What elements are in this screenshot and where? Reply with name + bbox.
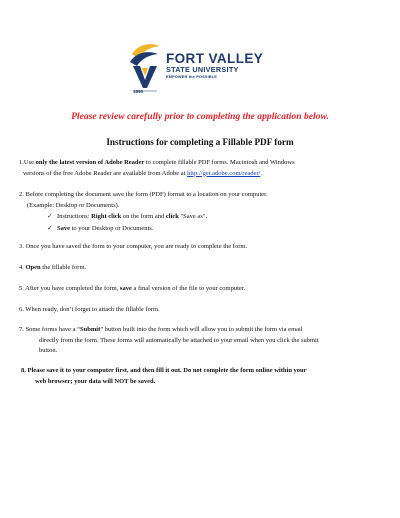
item-text: the fillable form. [40, 264, 87, 271]
review-warning: Please review carefully prior to completing the application below. [71, 111, 329, 122]
item-bold: Please save it to your computer first, and then fill it out. Do not complete the form online within your [27, 367, 307, 374]
instruction-item-7 [19, 325, 374, 357]
item-number: 6. [19, 306, 24, 313]
item-text: button. [39, 347, 58, 354]
item-text: . [260, 169, 262, 177]
item-bold: Save [57, 224, 70, 232]
item-number: 3. [19, 243, 24, 250]
item-text: (Example: Desktop or Documents). [27, 201, 120, 209]
item-number: 1. [19, 159, 24, 166]
item-text: After you have completed the form, [25, 285, 120, 292]
sub-instruction-2 [19, 223, 374, 235]
sub-instruction-1 [19, 211, 374, 223]
item-number: 4. [19, 264, 24, 271]
instruction-item-6 [19, 305, 374, 316]
instruction-item-4 [19, 263, 374, 274]
item-number: 7. [19, 326, 24, 333]
instruction-item-8 [21, 366, 376, 387]
instruction-item-5 [19, 284, 374, 295]
adobe-reader-link[interactable]: http://get.adobe.com/reader/ [187, 169, 261, 177]
instruction-item-2 [19, 190, 374, 234]
item-text: to complete fillable PDF forms. Macintosh and Windows [144, 159, 295, 166]
item-text: to your Desktop or Documents. [70, 224, 154, 232]
checkmark-icon: ✓ [47, 212, 53, 220]
item-bold: Submit [80, 326, 101, 333]
item-bold: Right click [91, 213, 122, 220]
item-text: When ready, don’t forget to attach the fillable form. [25, 306, 160, 313]
page-title: Instructions for completing a Fillable PDF form [106, 137, 294, 147]
item-bold: only the latest version of Adobe Reader [35, 159, 145, 166]
item-text: a final version of the file to your computer. [131, 285, 246, 292]
university-logo [128, 40, 278, 96]
item-bold: Open [25, 264, 41, 271]
item-text: versions of the free Adobe Reader are available from Adobe at [23, 169, 188, 177]
item-text: directly from the form. These forms will automatically be attached to your email when you click the submit [39, 336, 319, 344]
checkmark-icon: ✓ [47, 223, 53, 232]
item-number: 5. [19, 285, 24, 292]
logo-wordmark [166, 52, 263, 80]
logo-tagline: EMPOWER the POSSIBLE [166, 75, 218, 79]
item-bold: web browser; your data will NOT be saved. [35, 377, 156, 385]
item-bold: click [165, 213, 179, 220]
instruction-item-3 [19, 242, 374, 253]
item-text: Some forms have a “ [25, 326, 81, 333]
instruction-item-1 [19, 158, 374, 179]
item-number: 8. [21, 367, 26, 374]
logo-name-line1: FORT VALLEY [166, 51, 264, 66]
item-number: 2. [19, 191, 24, 198]
item-text: Instructions: [57, 213, 92, 220]
item-text: Use [23, 159, 36, 166]
university-crest-icon [128, 40, 162, 96]
item-text: on the form and [121, 213, 166, 220]
logo-name-line2: STATE UNIVERSITY [166, 65, 239, 74]
item-text: "Save as". [178, 213, 208, 220]
item-bold: save [119, 285, 132, 292]
logo-year: 1895 [133, 89, 144, 94]
item-text: Before completing the document save the form (PDF) format to a location on your computer. [25, 191, 268, 198]
item-text: ” button built into the form which will allow you to submit the form via email [100, 326, 303, 333]
item-text: Once you have saved the form to your computer, you are ready to complete the form. [25, 243, 248, 250]
